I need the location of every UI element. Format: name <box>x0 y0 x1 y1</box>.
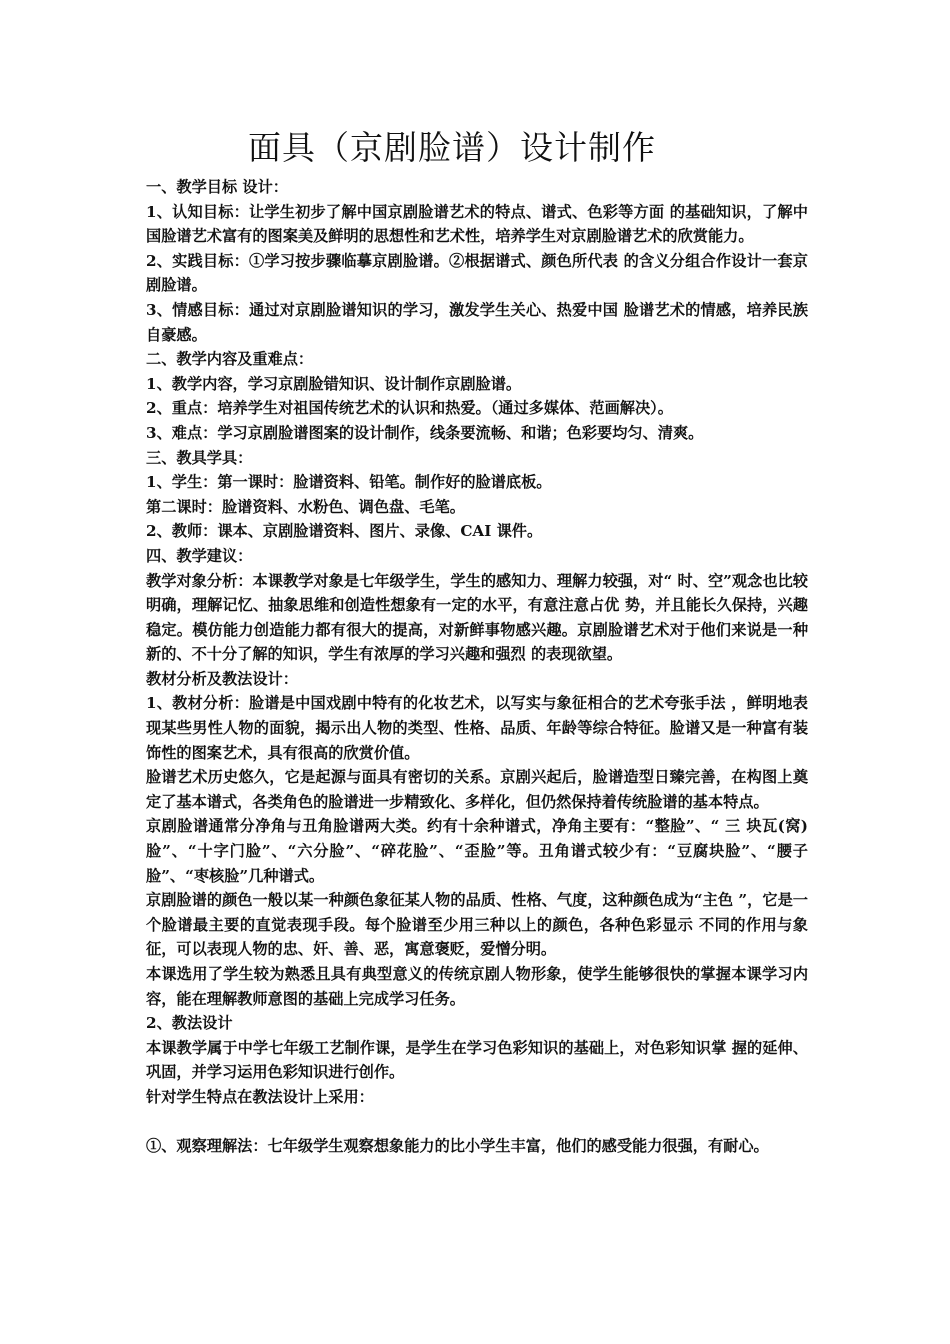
paragraph-method-intro: 本课教学属于中学七年级工艺制作课，是学生在学习色彩知识的基础上，对色彩知识掌 握的延伸、巩固，并学习运用色彩知识进行创作。 <box>146 1038 808 1082</box>
paragraph-emotional-goal: 3、情感目标：通过对京剧脸谱知识的学习，激发学生关心、热爱中国 脸谱艺术的情感，培养民族自豪感。 <box>146 300 808 344</box>
paragraph-observation-method: ①、观察理解法：七年级学生观察想象能力的比小学生丰富，他们的感受能力很强，有耐心。 <box>146 1137 769 1156</box>
paragraph-selection: 本课选用了学生较为熟悉且具有典型意义的传统京剧人物形象，使学生能够很快的掌握本课学习内容，能在理解教师意图的基础上完成学习任务。 <box>146 965 808 1008</box>
subheading-material-method: 教材分析及教法设计： <box>146 669 298 688</box>
document-page <box>146 124 808 1159</box>
paragraph-second-lesson: 第二课时：脸谱资料、水粉色、调色盘、毛笔。 <box>146 497 465 516</box>
paragraph-teaching-content: 1、教学内容，学习京剧脸错知识、设计制作京剧脸谱。 <box>146 374 522 393</box>
section-heading-materials: 三、教具学具： <box>146 448 253 467</box>
paragraph-colors: 京剧脸谱的颜色一般以某一种颜色象征某人物的品质、性格、气度，这种颜色成为“主色 ”，它是一个脸谱最主要的直觉表现手段。每个脸谱至少用三种以上的颜色，各种色彩显示 不同的作用与象征，可以表现人物的忠、奸、善、恶，寓意褒贬，爱憎分明。 <box>146 891 808 959</box>
section-heading-content: 二、教学内容及重难点： <box>146 350 314 369</box>
paragraph-teacher-materials: 2、教师：课本、京剧脸谱资料、图片、录像、CAI 课件。 <box>146 522 543 541</box>
blank-line <box>146 1110 808 1135</box>
paragraph-practice-goal: 2、实践目标：①学习按步骤临摹京剧脸谱。②根据谱式、颜色所代表 的含义分组合作设计一套京剧脸谱。 <box>146 251 808 295</box>
subheading-method-design: 2、教法设计 <box>146 1014 233 1033</box>
document-body <box>146 175 808 1159</box>
paragraph-cognitive-goal: 1、认知目标：让学生初步了解中国京剧脸谱艺术的特点、谱式、色彩等方面 的基础知识，了解中国脸谱艺术富有的图案美及鲜明的思想性和艺术性，培养学生对京剧脸谱艺术的欣赏能力。 <box>146 202 808 246</box>
paragraph-material-analysis: 1、教材分析：脸谱是中国戏剧中特有的化妆艺术，以写实与象征相合的艺术夸张手法 ，鲜明地表现某些男性人物的面貌，揭示出人物的类型、性格、品质、年龄等综合特征。脸谱又是一种富有装饰性的图案艺术，具有很高的欣赏价值。 <box>146 694 808 762</box>
paragraph-student-analysis: 教学对象分析：本课教学对象是七年级学生，学生的感知力、理解力较强，对“ 时、空”观念也比较明确，理解记忆、抽象思维和创造性想象有一定的水平，有意注意占优 势，并且能长久保持，兴趣稳定。模仿能力创造能力都有很大的提高，对新鲜事物感兴趣。京剧脸谱艺术对于他们来说是一种新的、不十分了解的知识，学生有浓厚的学习兴趣和强烈 的表现欲望。 <box>146 571 808 664</box>
document-title: 面具（京剧脸谱）设计制作 <box>248 128 656 167</box>
section-heading-suggestions: 四、教学建议： <box>146 546 253 565</box>
paragraph-method-lead: 针对学生特点在教法设计上采用： <box>146 1087 374 1106</box>
paragraph-history: 脸谱艺术历史悠久，它是起源与面具有密切的关系。京剧兴起后，脸谱造型日臻完善，在构图上奠定了基本谱式，各类角色的脸谱进一步精致化、多样化，但仍然保持着传统脸谱的基本特点。 <box>146 768 808 811</box>
paragraph-student-materials: 1、学生：第一课时：脸谱资料、铅笔。制作好的脸谱底板。 <box>146 473 552 492</box>
paragraph-key-point: 2、重点：培养学生对祖国传统艺术的认识和热爱。（通过多媒体、范画解决）。 <box>146 399 673 418</box>
paragraph-types: 京剧脸谱通常分净角与丑角脸谱两大类。约有十余种谱式，净角主要有：“整脸”、“ 三 块瓦(窝)脸”、“十字门脸”、“六分脸”、“碎花脸”、“歪脸”等。丑角谱式较少有：“豆腐块脸”、“腰子脸”、“枣核脸”几种谱式。 <box>146 817 808 885</box>
section-heading-objectives: 一、教学目标 设计： <box>146 178 288 196</box>
paragraph-difficulty: 3、难点：学习京剧脸谱图案的设计制作，线条要流畅、和谐；色彩要均匀、清爽。 <box>146 423 704 442</box>
